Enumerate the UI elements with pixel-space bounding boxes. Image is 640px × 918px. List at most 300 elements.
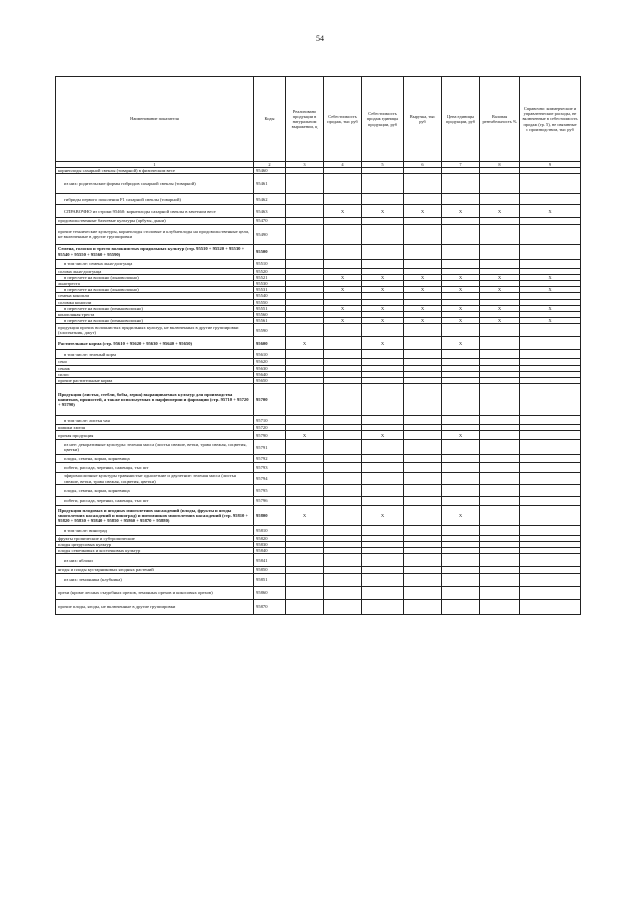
value-cell xyxy=(520,473,581,484)
header-cell: Справочно: коммерческие и управленческие расходы, не включенные в себестоимость продаж (гр. 5), не связанные с производством, тыс руб xyxy=(520,77,581,162)
value-cell xyxy=(324,384,362,416)
value-cell xyxy=(480,431,520,440)
value-cell xyxy=(324,416,362,425)
indicator-name: плоды цитрусовых культур xyxy=(56,542,254,548)
value-cell xyxy=(404,554,442,567)
value-cell xyxy=(442,174,480,194)
value-cell xyxy=(362,554,404,567)
value-cell: X xyxy=(442,431,480,440)
value-cell xyxy=(404,324,442,337)
value-cell xyxy=(442,324,480,337)
table-row xyxy=(56,496,581,505)
value-cell xyxy=(442,384,480,416)
value-cell xyxy=(404,496,442,505)
value-cell xyxy=(442,224,480,244)
header-row xyxy=(56,77,581,162)
row-code: 95551 xyxy=(254,305,286,311)
value-cell xyxy=(286,455,324,463)
row-code: 95540 xyxy=(254,293,286,299)
value-cell: X xyxy=(286,505,324,525)
row-code: 95521 xyxy=(254,274,286,280)
indicator-name: прочие растительные корма xyxy=(56,378,254,384)
value-cell: X xyxy=(480,318,520,324)
value-cell xyxy=(404,259,442,268)
value-cell xyxy=(286,324,324,337)
value-cell: X xyxy=(362,287,404,293)
value-cell xyxy=(324,484,362,496)
indicator-name: Растительные корма (стр. 95610 + 95620 + 95630 + 95640 + 95650) xyxy=(56,337,254,350)
table-row xyxy=(56,463,581,473)
value-cell xyxy=(442,350,480,359)
value-cell xyxy=(520,496,581,505)
row-code: 95851 xyxy=(254,573,286,586)
value-cell xyxy=(520,484,581,496)
value-cell xyxy=(324,525,362,535)
row-code: 95820 xyxy=(254,535,286,541)
indicator-name: сено xyxy=(56,359,254,365)
table-row xyxy=(56,431,581,440)
value-cell xyxy=(324,586,362,599)
indicator-name: Продукция плодовых и ягодных многолетних насаждений (плоды, фрукты и ягоды многолетних насаждений и виноград) и питомников многолетних насаждений (стр. 95810 + 95820 + 95830 + 95840 + 95850 + 95860 + 95870 + 95880) xyxy=(56,505,254,525)
value-cell xyxy=(480,324,520,337)
value-cell xyxy=(480,384,520,416)
value-cell: X xyxy=(362,337,404,350)
value-cell xyxy=(324,174,362,194)
indicator-name: солома льна-долгунца xyxy=(56,268,254,274)
table-row xyxy=(56,194,581,205)
value-cell xyxy=(286,484,324,496)
value-cell: X xyxy=(324,287,362,293)
value-cell: X xyxy=(520,287,581,293)
table-row xyxy=(56,573,581,586)
value-cell: X xyxy=(480,205,520,218)
row-code: 95470 xyxy=(254,218,286,224)
value-cell xyxy=(480,350,520,359)
value-cell xyxy=(286,463,324,473)
indicator-name: орехи (кроме лесных съедобных орехов, земляных орехов и кокосовых орехов) xyxy=(56,586,254,599)
value-cell: X xyxy=(442,337,480,350)
table-row xyxy=(56,455,581,463)
value-cell xyxy=(362,384,404,416)
table-row xyxy=(56,525,581,535)
value-cell xyxy=(404,484,442,496)
value-cell xyxy=(442,463,480,473)
value-cell xyxy=(520,554,581,567)
value-cell xyxy=(480,473,520,484)
value-cell xyxy=(442,554,480,567)
value-cell xyxy=(286,350,324,359)
value-cell xyxy=(404,337,442,350)
value-cell xyxy=(520,384,581,416)
indicator-name: из них: родительские формы гибридов сахарной свеклы (товарной) xyxy=(56,174,254,194)
row-code: 95463 xyxy=(254,205,286,218)
value-cell xyxy=(362,525,404,535)
value-cell xyxy=(480,599,520,614)
value-cell xyxy=(480,573,520,586)
value-cell xyxy=(404,440,442,455)
indicator-name: из них: яблоки xyxy=(56,554,254,567)
value-cell xyxy=(520,525,581,535)
row-code: 95561 xyxy=(254,318,286,324)
table-row xyxy=(56,599,581,614)
value-cell: X xyxy=(442,287,480,293)
column-index: 6 xyxy=(404,162,442,168)
indicator-name: плоды, семена, корни, корневища xyxy=(56,455,254,463)
row-code: 95560 xyxy=(254,312,286,318)
column-index: 9 xyxy=(520,162,581,168)
indicator-name: в том числе: зеленый корм xyxy=(56,350,254,359)
value-cell xyxy=(442,473,480,484)
value-cell xyxy=(520,244,581,259)
row-code: 95791 xyxy=(254,440,286,455)
table-body xyxy=(56,168,581,614)
table-row xyxy=(56,586,581,599)
value-cell xyxy=(480,525,520,535)
value-cell xyxy=(404,463,442,473)
value-cell xyxy=(442,259,480,268)
value-cell: X xyxy=(404,287,442,293)
header-cell: Себестоимость продаж единицы продукции, руб xyxy=(362,77,404,162)
value-cell: X xyxy=(324,318,362,324)
value-cell xyxy=(362,484,404,496)
value-cell xyxy=(286,244,324,259)
value-cell xyxy=(520,194,581,205)
indicator-name: силос xyxy=(56,371,254,377)
row-code: 95650 xyxy=(254,378,286,384)
table-row xyxy=(56,337,581,350)
value-cell xyxy=(520,573,581,586)
value-cell xyxy=(362,599,404,614)
value-cell xyxy=(442,484,480,496)
value-cell xyxy=(404,505,442,525)
row-code: 95600 xyxy=(254,337,286,350)
indicator-name: конопляная треста xyxy=(56,312,254,318)
value-cell xyxy=(324,573,362,586)
value-cell: X xyxy=(442,505,480,525)
row-code: 95490 xyxy=(254,224,286,244)
value-cell xyxy=(404,244,442,259)
value-cell xyxy=(286,384,324,416)
value-cell xyxy=(286,573,324,586)
header-cell: Коды xyxy=(254,77,286,162)
value-cell: X xyxy=(362,305,404,311)
value-cell xyxy=(480,194,520,205)
value-cell xyxy=(480,505,520,525)
row-code: 95460 xyxy=(254,168,286,174)
value-cell xyxy=(324,431,362,440)
indicator-name: в пересчете на волокно (пеньковолокно) xyxy=(56,305,254,311)
value-cell: X xyxy=(404,205,442,218)
row-code: 95870 xyxy=(254,599,286,614)
column-index: 4 xyxy=(324,162,362,168)
value-cell: X xyxy=(480,305,520,311)
column-index: 1 xyxy=(56,162,254,168)
value-cell xyxy=(362,586,404,599)
value-cell: X xyxy=(442,318,480,324)
value-cell xyxy=(324,194,362,205)
value-cell xyxy=(324,224,362,244)
row-code: 95860 xyxy=(254,586,286,599)
value-cell xyxy=(362,463,404,473)
value-cell xyxy=(520,463,581,473)
value-cell xyxy=(520,431,581,440)
value-cell xyxy=(442,599,480,614)
value-cell xyxy=(362,174,404,194)
value-cell xyxy=(520,259,581,268)
row-code: 95520 xyxy=(254,268,286,274)
row-code: 95794 xyxy=(254,473,286,484)
value-cell xyxy=(324,463,362,473)
value-cell xyxy=(404,416,442,425)
value-cell xyxy=(324,440,362,455)
value-cell xyxy=(404,599,442,614)
table-row xyxy=(56,554,581,567)
row-code: 95530 xyxy=(254,281,286,287)
row-code: 95630 xyxy=(254,365,286,371)
value-cell xyxy=(520,455,581,463)
value-cell xyxy=(324,599,362,614)
header-cell: Себестоимость продаж, тыс руб xyxy=(324,77,362,162)
indicator-name: плоды семечковых и косточковых культур xyxy=(56,548,254,554)
value-cell xyxy=(520,324,581,337)
indicator-name: СПРАВОЧНО из строки 95460: корнеплоды сахарной свеклы в зачетном весе xyxy=(56,205,254,218)
value-cell xyxy=(404,586,442,599)
value-cell xyxy=(520,505,581,525)
indicator-name: продукция прочих волокнистых прядильных культур, не включенных в другие группировки (хлопчатник, джут) xyxy=(56,324,254,337)
value-cell: X xyxy=(324,305,362,311)
value-cell xyxy=(520,350,581,359)
value-cell xyxy=(324,350,362,359)
header-cell: Выручка, тыс руб xyxy=(404,77,442,162)
value-cell xyxy=(324,496,362,505)
row-code: 95790 xyxy=(254,431,286,440)
value-cell: X xyxy=(404,305,442,311)
value-cell: X xyxy=(520,305,581,311)
value-cell: X xyxy=(480,274,520,280)
value-cell xyxy=(520,224,581,244)
value-cell xyxy=(286,416,324,425)
value-cell xyxy=(286,473,324,484)
value-cell xyxy=(442,496,480,505)
value-cell xyxy=(286,586,324,599)
value-cell xyxy=(286,174,324,194)
indicator-name: соломка конопли xyxy=(56,299,254,305)
column-index: 8 xyxy=(480,162,520,168)
indicator-name: прочие плоды, ягоды, не включенные в другие группировки xyxy=(56,599,254,614)
value-cell xyxy=(362,259,404,268)
value-cell: X xyxy=(362,431,404,440)
table-row xyxy=(56,174,581,194)
indicator-name: в пересчете на волокно (пеньковолокно) xyxy=(56,318,254,324)
value-cell xyxy=(324,473,362,484)
value-cell xyxy=(480,440,520,455)
row-code: 95841 xyxy=(254,554,286,567)
value-cell xyxy=(480,174,520,194)
table-row xyxy=(56,416,581,425)
indicator-name: из нее: декоративные культуры: зеленая масса (листья свежие, ветки, трава свежая, соцветия, цветки) xyxy=(56,440,254,455)
value-cell: X xyxy=(442,305,480,311)
value-cell xyxy=(324,324,362,337)
value-cell xyxy=(442,194,480,205)
table-row xyxy=(56,440,581,455)
value-cell xyxy=(286,525,324,535)
row-code: 95796 xyxy=(254,496,286,505)
row-code: 95840 xyxy=(254,548,286,554)
row-code: 95710 xyxy=(254,416,286,425)
value-cell: X xyxy=(362,274,404,280)
indicator-name: ягоды и плоды кустарниковых ягодных растений xyxy=(56,567,254,573)
indicator-name: прочая продукция xyxy=(56,431,254,440)
value-cell xyxy=(520,337,581,350)
value-cell xyxy=(362,224,404,244)
row-code: 95462 xyxy=(254,194,286,205)
table-row xyxy=(56,324,581,337)
row-code: 95590 xyxy=(254,324,286,337)
value-cell xyxy=(442,525,480,535)
value-cell xyxy=(442,416,480,425)
value-cell: X xyxy=(324,274,362,280)
value-cell xyxy=(442,440,480,455)
value-cell xyxy=(362,244,404,259)
value-cell xyxy=(442,244,480,259)
value-cell xyxy=(520,174,581,194)
value-cell xyxy=(480,337,520,350)
header-cell: Цена единицы продукции, руб xyxy=(442,77,480,162)
indicator-name: продовольственные бахчевые культуры (арбузы, дыни) xyxy=(56,218,254,224)
row-code: 95795 xyxy=(254,484,286,496)
header-cell: Валовая рентабельность % xyxy=(480,77,520,162)
value-cell: X xyxy=(442,274,480,280)
value-cell xyxy=(480,416,520,425)
indicator-name: побеги, рассада, черенки, саженцы, тыс шт xyxy=(56,496,254,505)
value-cell xyxy=(404,174,442,194)
column-index: 7 xyxy=(442,162,480,168)
value-cell xyxy=(324,259,362,268)
value-cell xyxy=(404,224,442,244)
table-row xyxy=(56,259,581,268)
table-row xyxy=(56,224,581,244)
value-cell xyxy=(480,224,520,244)
value-cell xyxy=(404,431,442,440)
value-cell xyxy=(480,586,520,599)
value-cell: X xyxy=(480,287,520,293)
row-code: 95510 xyxy=(254,259,286,268)
value-cell xyxy=(362,440,404,455)
table-row xyxy=(56,350,581,359)
table-row xyxy=(56,473,581,484)
value-cell xyxy=(404,455,442,463)
row-code: 95720 xyxy=(254,425,286,431)
indicator-name: прочие технические культуры, корнеплоды столовые и клубнеплоды на продовольственные цели, не включенные в другие группировки xyxy=(56,224,254,244)
value-cell xyxy=(324,244,362,259)
row-code: 95500 xyxy=(254,244,286,259)
value-cell: X xyxy=(520,274,581,280)
indicator-name: льнотреста xyxy=(56,281,254,287)
indicator-name: в пересчете на волокно (льноволокно) xyxy=(56,274,254,280)
value-cell xyxy=(324,455,362,463)
indicator-name: гибриды первого поколения F1 сахарной свеклы (товарной) xyxy=(56,194,254,205)
column-index: 2 xyxy=(254,162,286,168)
indicator-name: Семена, голосно и тресто волокнистых прядильных культур (стр. 95510 + 95520 + 95530 + 95540 + 95550 + 95560 + 95590) xyxy=(56,244,254,259)
value-cell: X xyxy=(442,205,480,218)
value-cell xyxy=(480,455,520,463)
value-cell xyxy=(362,573,404,586)
row-code: 95620 xyxy=(254,359,286,365)
value-cell xyxy=(286,599,324,614)
value-cell xyxy=(480,496,520,505)
value-cell xyxy=(480,554,520,567)
row-code: 95640 xyxy=(254,371,286,377)
indicator-name: шишки хмеля xyxy=(56,425,254,431)
indicator-name: фрукты тропические и субтропические xyxy=(56,535,254,541)
indicator-name: в пересчете на волокно (льноволокно) xyxy=(56,287,254,293)
indicator-name: семена конопли xyxy=(56,293,254,299)
value-cell xyxy=(404,194,442,205)
row-code: 95531 xyxy=(254,287,286,293)
value-cell xyxy=(324,554,362,567)
row-code: 95810 xyxy=(254,525,286,535)
indicator-name: Продукция (листья, стебли, бобы, зерна) выращиваемых культур для производства напитков, пряностей, а также используемых в парфюмерии и фармации (стр. 95710 + 95720 + 95790) xyxy=(56,384,254,416)
value-cell xyxy=(362,350,404,359)
value-cell: X xyxy=(286,337,324,350)
table-row xyxy=(56,205,581,218)
table-row xyxy=(56,384,581,416)
value-cell xyxy=(362,473,404,484)
value-cell xyxy=(362,455,404,463)
page-number: 54 xyxy=(316,34,324,43)
value-cell xyxy=(480,244,520,259)
column-index: 3 xyxy=(286,162,324,168)
value-cell: X xyxy=(404,318,442,324)
row-code: 95792 xyxy=(254,455,286,463)
row-code: 95700 xyxy=(254,384,286,416)
table-row xyxy=(56,505,581,525)
value-cell xyxy=(404,473,442,484)
table-row xyxy=(56,484,581,496)
indicator-name: сенаж xyxy=(56,365,254,371)
value-cell xyxy=(286,440,324,455)
indicator-name: побеги, рассада, черенки, саженцы, тыс шт xyxy=(56,463,254,473)
indicator-name: в том числе: семена льна-долгунца xyxy=(56,259,254,268)
value-cell xyxy=(442,573,480,586)
value-cell xyxy=(520,416,581,425)
value-cell xyxy=(362,194,404,205)
value-cell xyxy=(404,573,442,586)
value-cell: X xyxy=(362,318,404,324)
value-cell xyxy=(286,496,324,505)
value-cell xyxy=(480,484,520,496)
value-cell xyxy=(362,416,404,425)
row-code: 95610 xyxy=(254,350,286,359)
value-cell xyxy=(404,525,442,535)
value-cell xyxy=(324,505,362,525)
row-code: 95830 xyxy=(254,542,286,548)
value-cell xyxy=(442,586,480,599)
value-cell: X xyxy=(286,431,324,440)
indicator-name: плоды, семена, корни, корневища xyxy=(56,484,254,496)
value-cell: X xyxy=(520,318,581,324)
indicator-name: из них: земляника (клубника) xyxy=(56,573,254,586)
value-cell xyxy=(324,337,362,350)
value-cell xyxy=(520,586,581,599)
value-cell xyxy=(286,205,324,218)
report-table xyxy=(55,76,581,615)
value-cell xyxy=(480,259,520,268)
value-cell xyxy=(404,384,442,416)
value-cell xyxy=(520,599,581,614)
row-code: 95850 xyxy=(254,567,286,573)
value-cell: X xyxy=(404,274,442,280)
